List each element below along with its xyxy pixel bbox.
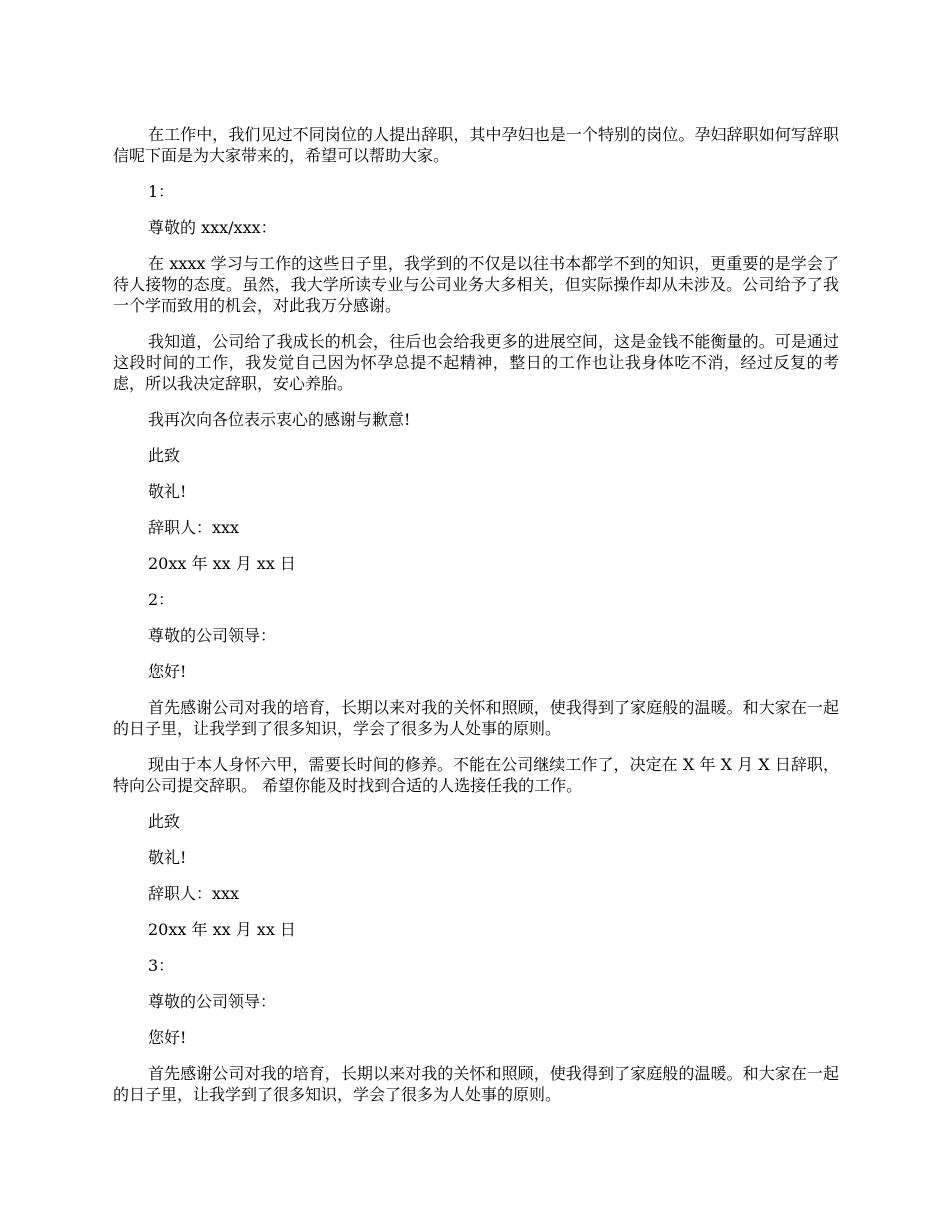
body-paragraph: 现由于本人身怀六甲，需要长时间的修养。不能在公司继续工作了，决定在 X 年 X 月 X 日辞职，特向公司提交辞职。 希望你能及时找到合适的人选接任我的工作。 xyxy=(113,755,839,795)
body-paragraph: 我再次向各位表示衷心的感谢与歉意! xyxy=(148,410,411,429)
salutation: 尊敬的公司领导： xyxy=(148,626,277,645)
date-line: 20xx 年 xx 月 xx 日 xyxy=(148,554,296,573)
section-number-1: 1： xyxy=(148,182,175,201)
salutation: 尊敬的公司领导： xyxy=(148,992,277,1011)
body-paragraph: 我知道，公司给了我成长的机会，往后也会给我更多的进展空间，这是金钱不能衡量的。可是通过这段时间的工作，我发觉自己因为怀孕总提不起精神，整日的工作也让我身体吃不消，经过反复的考虑，所以我决定辞职，安心养胎。 xyxy=(113,332,839,393)
date-line: 20xx 年 xx 月 xx 日 xyxy=(148,920,296,939)
body-paragraph: 首先感谢公司对我的培育，长期以来对我的关怀和照顾，使我得到了家庭般的温暖。和大家在一起的日子里，让我学到了很多知识，学会了很多为人处事的原则。 xyxy=(113,698,839,738)
body-paragraph: 在 xxxx 学习与工作的这些日子里，我学到的不仅是以往书本都学不到的知识，更重要的是学会了待人接物的态度。虽然，我大学所读专业与公司业务大多相关，但实际操作却从未涉及。公司给予了我一个学而致用的机会，对此我万分感谢。 xyxy=(113,254,839,315)
body-paragraph: 首先感谢公司对我的培育，长期以来对我的关怀和照顾，使我得到了家庭般的温暖。和大家在一起的日子里，让我学到了很多知识，学会了很多为人处事的原则。 xyxy=(113,1064,839,1104)
section-number-2: 2： xyxy=(148,590,175,609)
closing-line: 此致 xyxy=(148,812,181,831)
closing-line: 敬礼! xyxy=(148,482,187,501)
greeting: 您好! xyxy=(148,662,187,681)
greeting: 您好! xyxy=(148,1028,187,1047)
signature-line: 辞职人：xxx xyxy=(148,518,240,537)
closing-line: 此致 xyxy=(148,446,181,465)
salutation: 尊敬的 xxx/xxx： xyxy=(148,218,277,237)
closing-line: 敬礼! xyxy=(148,848,187,867)
document-body xyxy=(113,124,839,1120)
section-number-3: 3： xyxy=(148,956,175,975)
intro-paragraph: 在工作中，我们见过不同岗位的人提出辞职，其中孕妇也是一个特别的岗位。孕妇辞职如何写辞职信呢下面是为大家带来的，希望可以帮助大家。 xyxy=(113,125,839,165)
signature-line: 辞职人：xxx xyxy=(148,884,240,903)
